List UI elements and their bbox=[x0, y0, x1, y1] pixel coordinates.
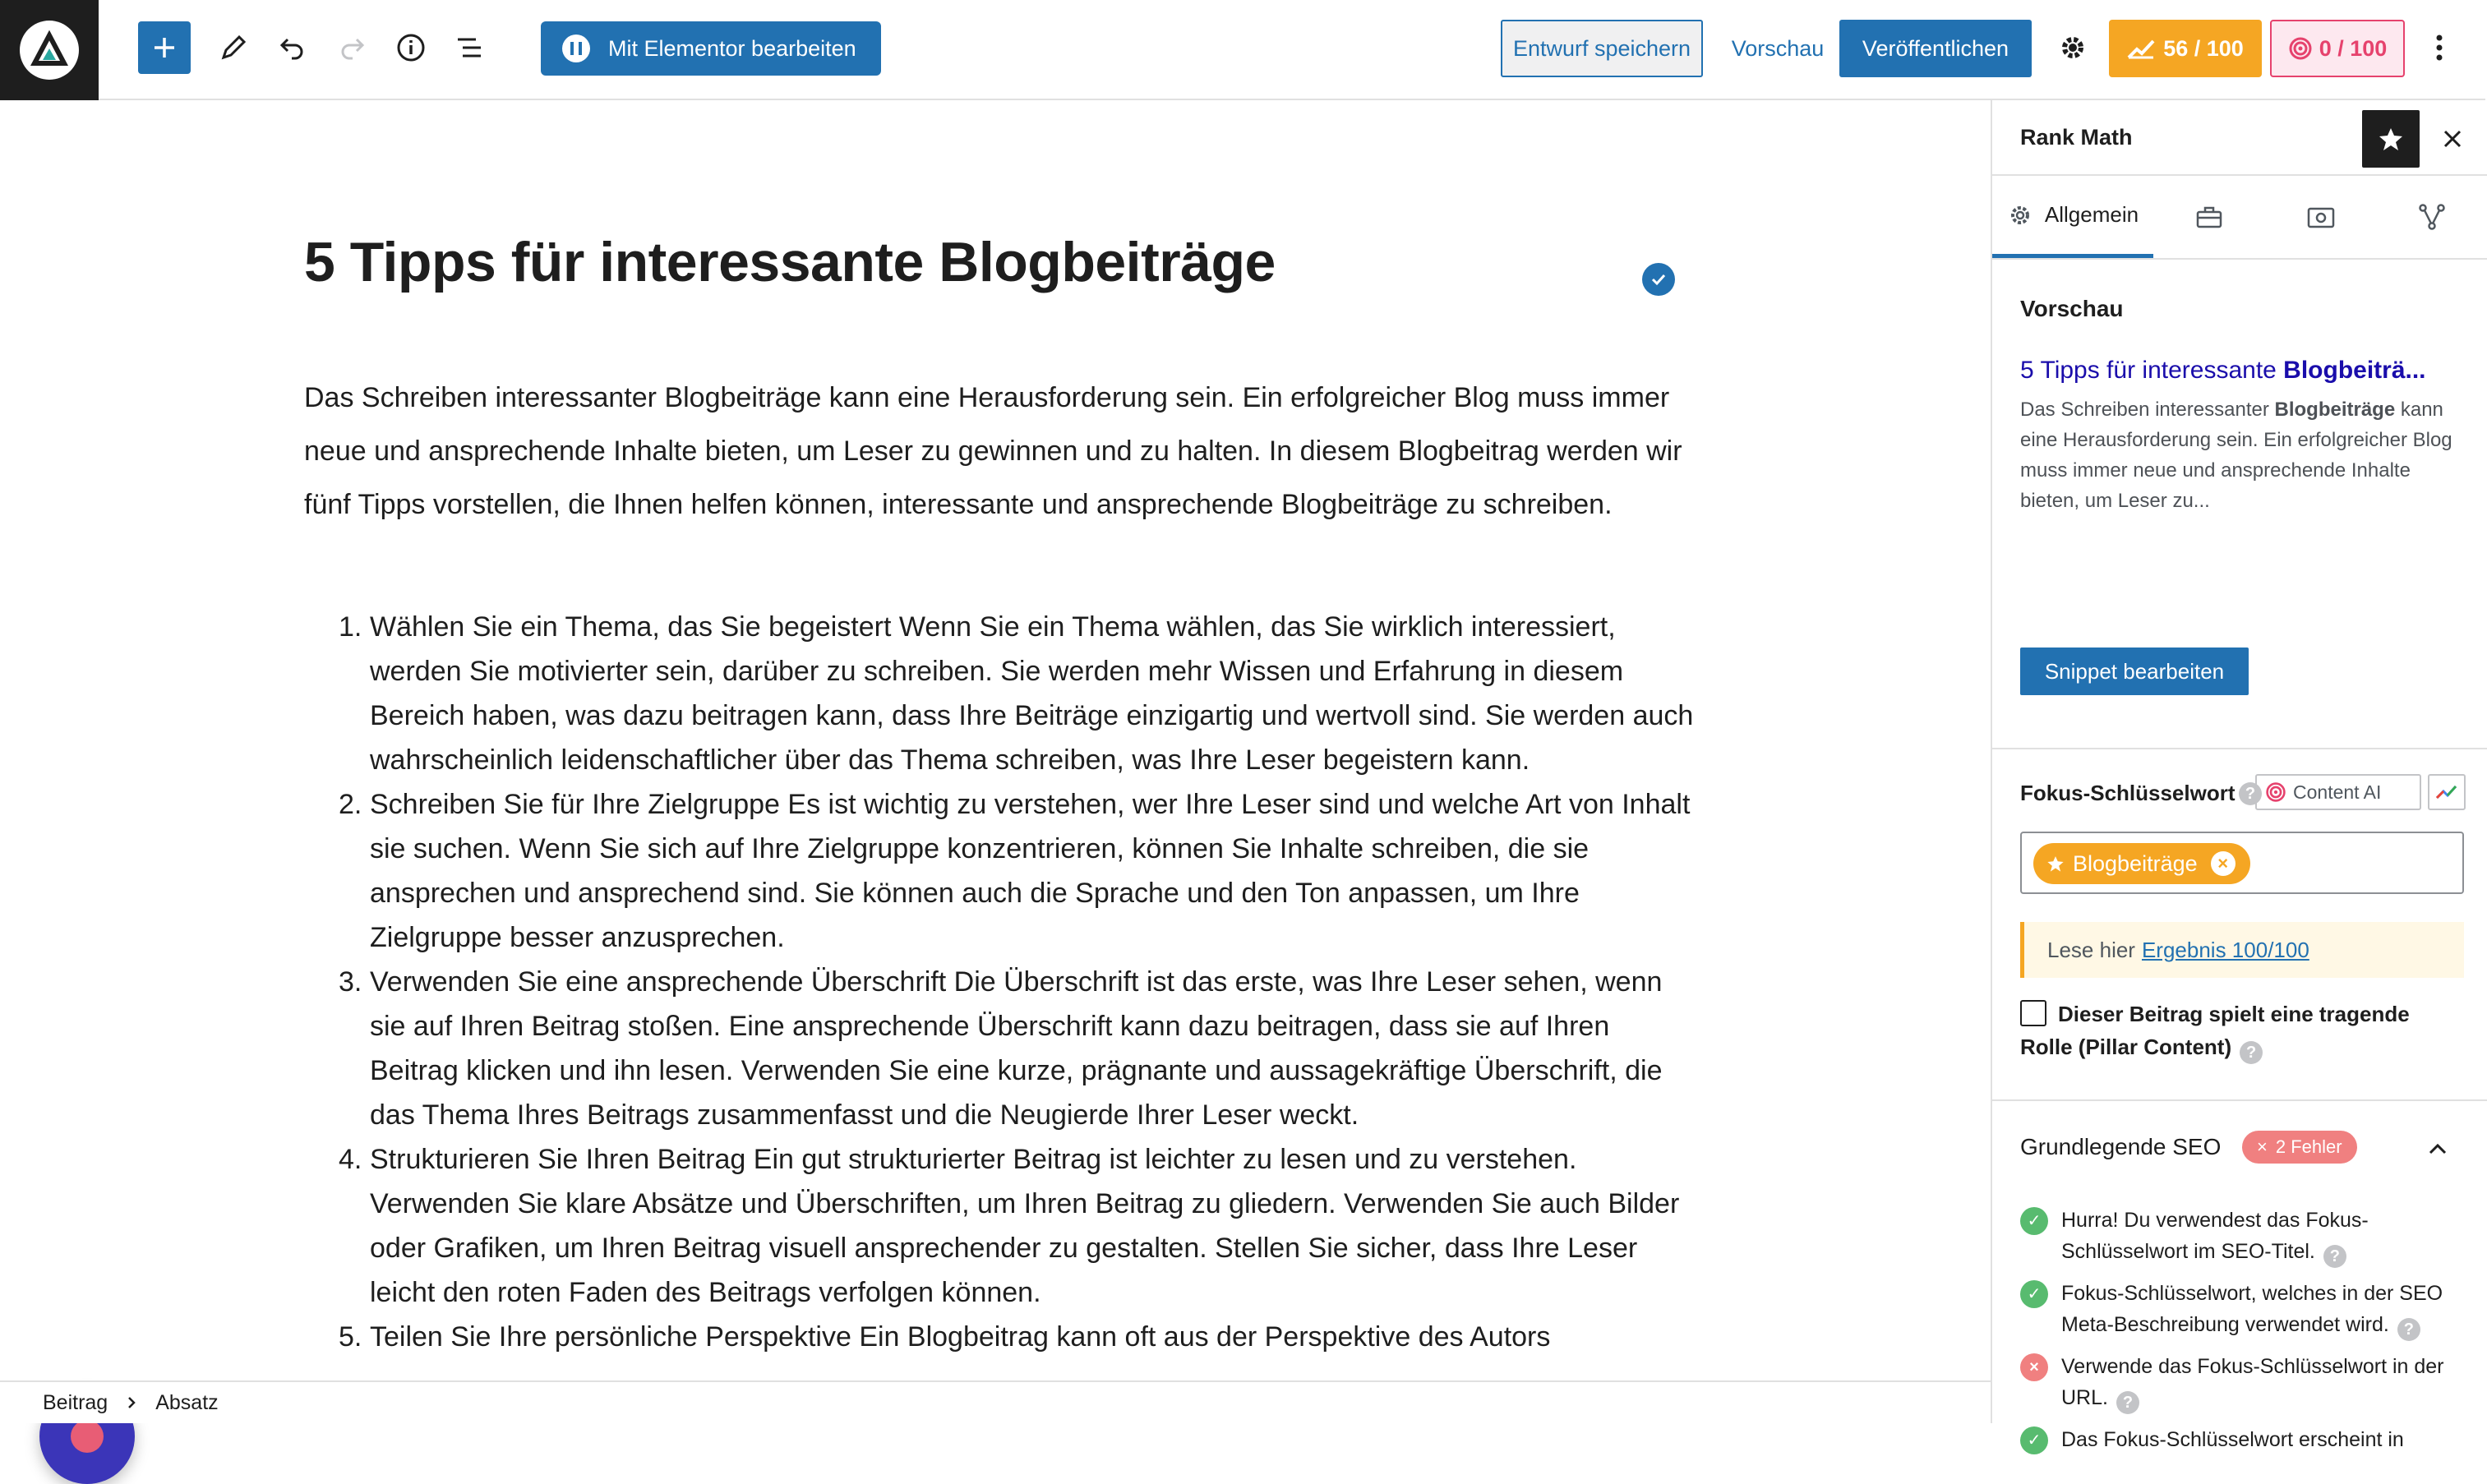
post-title[interactable]: 5 Tipps für interessante Blogbeiträge bbox=[304, 231, 1276, 293]
seo-check-text: Das Fokus-Schlüsselwort erscheint in bbox=[2061, 1428, 2404, 1451]
tab-social[interactable] bbox=[2377, 176, 2487, 258]
settings-button[interactable] bbox=[2046, 21, 2099, 74]
info-icon bbox=[395, 32, 427, 63]
options-menu-button[interactable] bbox=[2420, 21, 2459, 74]
record-dot-icon bbox=[71, 1420, 104, 1453]
star-icon bbox=[2378, 126, 2404, 152]
content-ai-icon bbox=[2288, 36, 2313, 61]
ai-score-value: 0 / 100 bbox=[2319, 35, 2388, 61]
snippet-description bbox=[2020, 394, 2456, 516]
seo-check-item bbox=[2020, 1351, 2464, 1414]
tips-list[interactable] bbox=[339, 605, 1695, 1359]
document-overview-button[interactable] bbox=[444, 21, 496, 74]
intro-paragraph[interactable]: Das Schreiben interessanter Blogbeiträge kann eine Herausforderung sein. Ein erfolgreicher Blog muss immer neue und ansprechende Inhalte bieten, um Leser zu gewinnen und zu halten. In diesem Blogbeitrag werden wir fünf Tipps vorstellen, die Ihnen helfen können, interessante und ansprechende Blogbeiträge zu schreiben. bbox=[304, 382, 1682, 520]
list-view-icon bbox=[454, 32, 486, 63]
snippet-desc-post: kann eine Herausforderung sein. Ein erfolgreicher Blog muss immer neue und ansprechende Inhalte bieten, um Leser zu... bbox=[2020, 399, 2452, 512]
score-result-link[interactable]: Ergebnis 100/100 bbox=[2141, 937, 2309, 962]
tab-general[interactable] bbox=[1992, 176, 2153, 258]
keyword-trends-button[interactable] bbox=[2428, 774, 2466, 810]
trends-icon bbox=[2435, 783, 2458, 801]
details-button[interactable] bbox=[385, 21, 437, 74]
list-item[interactable] bbox=[339, 1315, 1695, 1359]
verified-check-icon bbox=[1642, 263, 1675, 296]
seo-check-item bbox=[2020, 1205, 2464, 1268]
help-icon[interactable]: ? bbox=[2116, 1391, 2139, 1414]
help-icon[interactable]: ? bbox=[2323, 1245, 2346, 1268]
pillar-content-option[interactable] bbox=[2020, 998, 2464, 1064]
chevron-right-icon bbox=[126, 1395, 137, 1410]
editor-canvas bbox=[0, 100, 1991, 1380]
breadcrumb-item-paragraph[interactable]: Absatz bbox=[155, 1390, 219, 1414]
elementor-icon bbox=[562, 35, 590, 62]
redo-icon bbox=[337, 33, 367, 62]
seo-score-value: 56 / 100 bbox=[2163, 35, 2244, 61]
sidebar-tabs bbox=[1992, 176, 2487, 260]
list-item-number: 2. bbox=[339, 789, 362, 820]
remove-keyword-icon[interactable]: × bbox=[2211, 851, 2236, 876]
list-item-text: Strukturieren Sie Ihren Beitrag Ein gut strukturierter Beitrag ist leichter zu lesen und zu verstehen. Verwenden Sie klare Absätze und Überschriften, um Ihren Beitrag zu gliedern. Verwenden Sie auch Bilder oder Grafiken, um Ihren Beitrag visuell ansprechender zu gestalten. Stellen Sie sicher, dass Ihre Leser leicht den roten Faden des Beitrags verfolgen können. bbox=[370, 1144, 1680, 1308]
errors-badge-label: 2 Fehler bbox=[2275, 1136, 2342, 1157]
content-ai-icon bbox=[2265, 781, 2286, 803]
list-item-number: 4. bbox=[339, 1144, 362, 1175]
undo-icon bbox=[278, 33, 307, 62]
snippet-desc-pre: Das Schreiben interessanter bbox=[2020, 399, 2275, 421]
tab-general-label: Allgemein bbox=[2044, 202, 2139, 227]
errors-badge bbox=[2242, 1131, 2357, 1164]
list-item-text: Verwenden Sie eine ansprechende Überschrift Die Überschrift ist das erste, was Ihre Leser sehen, wenn sie auf Ihren Beitrag stoßen. Eine ansprechende Überschrift kann dazu beitragen, dass sie auf Ihren Beitrag klicken und ihn lesen. Verwenden Sie eine kurze, prägnante und aussagekräftige Überschrift, die das Thema Ihres Beitrags zusammenfasst und die Neugierde Ihrer Leser weckt. bbox=[370, 966, 1663, 1131]
list-item-number: 5. bbox=[339, 1321, 362, 1353]
rank-math-chart-icon bbox=[2127, 38, 2155, 59]
notice-text: Lese hier bbox=[2047, 937, 2135, 962]
seo-checks-list bbox=[2020, 1205, 2464, 1465]
list-item[interactable] bbox=[339, 782, 1695, 960]
content-ai-button[interactable] bbox=[2255, 774, 2421, 810]
focus-keyword-input[interactable] bbox=[2020, 832, 2464, 894]
undo-button[interactable] bbox=[266, 21, 319, 74]
rank-math-sidebar bbox=[1991, 100, 2485, 1451]
basic-seo-heading[interactable]: Grundlegende SEO bbox=[2020, 1134, 2222, 1159]
pillar-content-checkbox[interactable] bbox=[2020, 1000, 2046, 1026]
top-toolbar bbox=[0, 0, 2485, 100]
list-item-text: Wählen Sie ein Thema, das Sie begeistert Wenn Sie ein Thema wählen, das Sie wirklich interessiert, werden Sie motivierter sein, darüber zu schreiben. Sie werden mehr Wissen und Erfahrung in diesem Bereich haben, was dazu beitragen kann, dass Ihre Beiträge einzigartig und wertvoll sind. Sie werden auch wahrscheinlich leidenschaftlicher über das Thema schreiben, was Ihre Leser begeistern kann. bbox=[370, 611, 1694, 776]
redo-button[interactable] bbox=[325, 21, 378, 74]
logo-icon bbox=[20, 21, 79, 80]
snippet-title-keyword: Blogbeiträ... bbox=[2283, 357, 2426, 384]
close-icon bbox=[2442, 128, 2463, 150]
gear-icon bbox=[2007, 202, 2033, 228]
pin-sidebar-button[interactable] bbox=[2362, 110, 2420, 168]
seo-check-item bbox=[2020, 1278, 2464, 1341]
gear-icon bbox=[2056, 31, 2089, 64]
preview-button[interactable]: Vorschau bbox=[1731, 35, 1825, 61]
sidebar-header bbox=[1992, 100, 2487, 176]
content-ai-label: Content AI bbox=[2293, 781, 2382, 803]
tab-advanced[interactable] bbox=[2153, 176, 2265, 258]
preview-heading: Vorschau bbox=[2020, 296, 2124, 321]
plus-icon bbox=[151, 35, 178, 61]
site-logo-button[interactable] bbox=[0, 0, 99, 100]
seo-check-item bbox=[2020, 1424, 2464, 1455]
seo-check-text: Hurra! Du verwendest das Fokus-Schlüsselwort im SEO-Titel. bbox=[2061, 1209, 2369, 1263]
list-item-text: Teilen Sie Ihre persönliche Perspektive Ein Blogbeitrag kann oft aus der Perspektive des Autors bbox=[370, 1321, 1551, 1353]
seo-check-text: Verwende das Fokus-Schlüsselwort in der URL. bbox=[2061, 1355, 2444, 1409]
content-ai-score-button[interactable] bbox=[2270, 20, 2405, 77]
score-notice bbox=[2020, 922, 2464, 978]
chevron-up-icon bbox=[2428, 1142, 2448, 1155]
more-vertical-icon bbox=[2435, 33, 2443, 62]
list-item[interactable] bbox=[339, 1137, 1695, 1315]
check-pass-icon: ✓ bbox=[2020, 1207, 2048, 1235]
check-pass-icon: ✓ bbox=[2020, 1280, 2048, 1308]
snippet-title-plain: 5 Tipps für interessante bbox=[2020, 357, 2284, 384]
add-block-button[interactable] bbox=[138, 21, 191, 74]
rank-math-seo-score-button[interactable] bbox=[2109, 20, 2262, 77]
focus-keyword-section bbox=[1992, 749, 2487, 1101]
tab-schema[interactable] bbox=[2265, 176, 2377, 258]
save-draft-button[interactable]: Entwurf speichern bbox=[1501, 20, 1703, 77]
basic-seo-section bbox=[1992, 1101, 2487, 1451]
tools-button[interactable] bbox=[207, 21, 260, 74]
error-x-icon: × bbox=[2257, 1136, 2268, 1157]
breadcrumb-item-post[interactable]: Beitrag bbox=[43, 1390, 108, 1414]
publish-button[interactable]: Veröffentlichen bbox=[1839, 20, 2032, 77]
block-breadcrumb bbox=[0, 1380, 1991, 1423]
elementor-button-label: Mit Elementor bearbeiten bbox=[608, 35, 856, 61]
list-item[interactable] bbox=[339, 960, 1695, 1137]
sidebar-title: Rank Math bbox=[2020, 125, 2133, 150]
check-pass-icon: ✓ bbox=[2020, 1426, 2048, 1454]
star-icon bbox=[2046, 855, 2065, 873]
keyword-tag[interactable] bbox=[2033, 843, 2250, 884]
edit-with-elementor-button[interactable] bbox=[541, 21, 881, 76]
list-item-number: 1. bbox=[339, 611, 362, 643]
snippet-desc-keyword: Blogbeiträge bbox=[2274, 399, 2396, 421]
seo-check-text: Fokus-Schlüsselwort, welches in der SEO Meta-Beschreibung verwendet wird. bbox=[2061, 1282, 2443, 1336]
pillar-content-label: Dieser Beitrag spielt eine tragende Rolle (Pillar Content) bbox=[2020, 1002, 2410, 1059]
snippet-preview-section bbox=[1992, 260, 2487, 749]
social-icon bbox=[2306, 205, 2336, 229]
list-item-number: 3. bbox=[339, 966, 362, 998]
keyword-tag-label: Blogbeiträge bbox=[2073, 850, 2198, 876]
edit-snippet-button[interactable]: Snippet bearbeiten bbox=[2020, 648, 2249, 695]
pencil-icon bbox=[219, 33, 248, 62]
help-icon[interactable]: ? bbox=[2397, 1318, 2420, 1341]
focus-keyword-heading: Fokus-Schlüsselwort bbox=[2020, 781, 2236, 805]
schema-icon bbox=[2418, 203, 2446, 231]
check-fail-icon: × bbox=[2020, 1353, 2048, 1381]
help-icon[interactable]: ? bbox=[2239, 782, 2262, 805]
collapse-section-button[interactable] bbox=[2421, 1132, 2454, 1165]
help-icon[interactable]: ? bbox=[2240, 1041, 2263, 1064]
list-item-text: Schreiben Sie für Ihre Zielgruppe Es ist wichtig zu verstehen, wer Ihre Leser sind und welche Art von Inhalt sie suchen. Wenn Sie sich auf Ihre Zielgruppe konzentrieren, können Sie Inhalte schreiben, die sie ansprechen und ansprechend sind. Sie können auch die Sprache und den Ton anpassen, um Ihre Zielgruppe besser anzusprechen. bbox=[370, 789, 1691, 953]
snippet-title[interactable] bbox=[2020, 357, 2464, 385]
close-sidebar-button[interactable] bbox=[2428, 110, 2477, 168]
list-item[interactable] bbox=[339, 605, 1695, 782]
toolbox-icon bbox=[2195, 205, 2223, 229]
